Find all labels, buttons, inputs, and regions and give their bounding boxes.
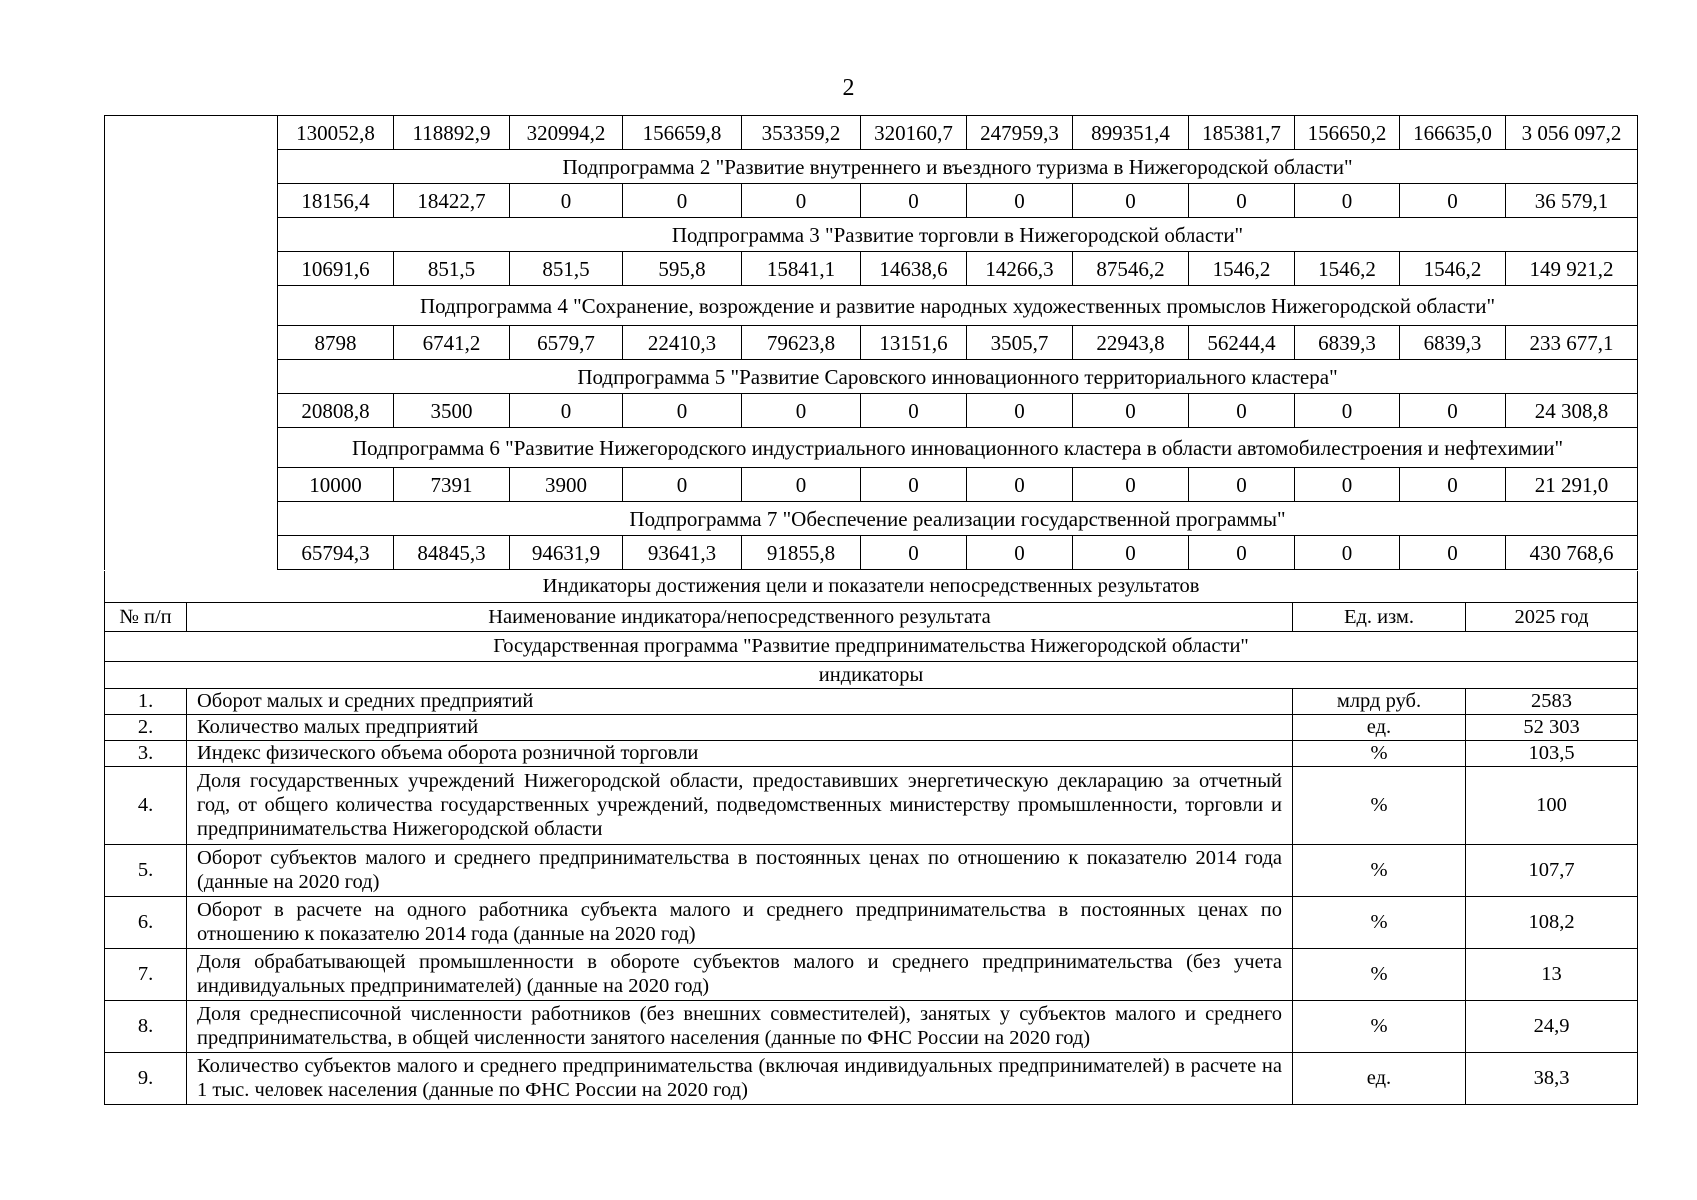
funding-value-cell: 247959,3 (967, 116, 1073, 150)
page-number: 2 (842, 75, 855, 101)
funding-value-cell: 94631,9 (510, 536, 623, 570)
funding-total-cell: 21 291,0 (1506, 468, 1638, 502)
funding-value-cell: 1546,2 (1400, 252, 1506, 286)
indicator-row (105, 1052, 1638, 1104)
subprogram-title: Подпрограмма 5 "Развитие Саровского инновационного территориального кластера" (278, 360, 1638, 394)
funding-total-cell: 36 579,1 (1506, 184, 1638, 218)
funding-value-cell: 91855,8 (742, 536, 861, 570)
indicator-row (105, 740, 1638, 766)
indicator-unit: % (1293, 844, 1466, 896)
funding-values-row (105, 394, 1638, 428)
indicator-name: Количество малых предприятий (187, 714, 1293, 740)
indicator-name: Доля обрабатывающей промышленности в обороте субъектов малого и среднего предпринимательства (без учета индивидуальных предпринимателей) (данные на 2020 год) (187, 948, 1293, 1000)
funding-total-cell: 149 921,2 (1506, 252, 1638, 286)
indicator-number: 9. (105, 1052, 187, 1104)
indicator-number: 4. (105, 766, 187, 844)
funding-value-cell: 13151,6 (861, 326, 967, 360)
indicator-row (105, 948, 1638, 1000)
funding-value-cell: 0 (1189, 536, 1295, 570)
subprogram-row (105, 150, 1638, 184)
funding-value-cell: 79623,8 (742, 326, 861, 360)
indicator-row (105, 844, 1638, 896)
funding-value-cell: 118892,9 (394, 116, 510, 150)
funding-value-cell: 14638,6 (861, 252, 967, 286)
funding-value-cell: 0 (1400, 536, 1506, 570)
funding-value-cell: 0 (967, 184, 1073, 218)
indicator-unit: % (1293, 948, 1466, 1000)
funding-values-row (105, 116, 1638, 150)
indicator-unit: % (1293, 1000, 1466, 1052)
funding-value-cell: 22410,3 (623, 326, 742, 360)
indicator-row (105, 766, 1638, 844)
indicator-value: 100 (1466, 766, 1638, 844)
funding-value-cell: 20808,8 (278, 394, 394, 428)
subprogram-row (105, 218, 1638, 252)
funding-value-cell: 0 (861, 536, 967, 570)
indicator-unit: % (1293, 740, 1466, 766)
funding-total-cell: 233 677,1 (1506, 326, 1638, 360)
indicator-value: 103,5 (1466, 740, 1638, 766)
funding-value-cell: 0 (742, 394, 861, 428)
financing-table (104, 115, 1638, 570)
funding-values-row (105, 252, 1638, 286)
funding-value-cell: 15841,1 (742, 252, 861, 286)
funding-value-cell: 7391 (394, 468, 510, 502)
program-title: Государственная программа "Развитие предпринимательства Нижегородской области" (105, 631, 1638, 661)
indicator-value: 38,3 (1466, 1052, 1638, 1104)
subprogram-row (105, 360, 1638, 394)
funding-value-cell: 166635,0 (1400, 116, 1506, 150)
indicator-value: 107,7 (1466, 844, 1638, 896)
funding-value-cell: 0 (1295, 468, 1400, 502)
funding-value-cell: 595,8 (623, 252, 742, 286)
funding-value-cell: 0 (1073, 536, 1189, 570)
funding-value-cell: 0 (1189, 468, 1295, 502)
funding-value-cell: 1546,2 (1295, 252, 1400, 286)
funding-value-cell: 0 (967, 536, 1073, 570)
funding-value-cell: 8798 (278, 326, 394, 360)
funding-value-cell: 22943,8 (1073, 326, 1189, 360)
header-name: Наименование индикатора/непосредственного результата (187, 602, 1293, 631)
funding-value-cell: 0 (1295, 394, 1400, 428)
subprogram-title: Подпрограмма 4 "Сохранение, возрождение и развитие народных художественных промыслов Нижегородской области" (278, 286, 1638, 326)
header-unit: Ед. изм. (1293, 602, 1466, 631)
funding-value-cell: 6839,3 (1295, 326, 1400, 360)
funding-value-cell: 899351,4 (1073, 116, 1189, 150)
indicator-number: 7. (105, 948, 187, 1000)
indicator-row (105, 688, 1638, 714)
funding-value-cell: 3900 (510, 468, 623, 502)
funding-value-cell: 185381,7 (1189, 116, 1295, 150)
funding-value-cell: 10000 (278, 468, 394, 502)
funding-total-cell: 3 056 097,2 (1506, 116, 1638, 150)
funding-value-cell: 56244,4 (1189, 326, 1295, 360)
indicator-value: 108,2 (1466, 896, 1638, 948)
funding-value-cell: 0 (623, 394, 742, 428)
indicator-value: 24,9 (1466, 1000, 1638, 1052)
funding-value-cell: 320160,7 (861, 116, 967, 150)
indicator-name: Доля государственных учреждений Нижегородской области, предоставивших энергетическую декларацию за отчетный год, от общего количества государственных учреждений, подведомственных министерству промышленности, торговли и предпринимательства Нижегородской области (187, 766, 1293, 844)
funding-value-cell: 0 (1400, 468, 1506, 502)
indicator-unit: % (1293, 896, 1466, 948)
funding-value-cell: 0 (861, 468, 967, 502)
funding-value-cell: 0 (861, 184, 967, 218)
subprogram-title: Подпрограмма 6 "Развитие Нижегородского индустриального инновационного кластера в области автомобилестроения и нефтехимии" (278, 428, 1638, 468)
subprogram-title: Подпрограмма 3 "Развитие торговли в Нижегородской области" (278, 218, 1638, 252)
funding-value-cell: 87546,2 (1073, 252, 1189, 286)
indicator-number: 3. (105, 740, 187, 766)
funding-value-cell: 0 (1400, 394, 1506, 428)
funding-value-cell: 0 (1073, 394, 1189, 428)
funding-value-cell: 0 (742, 184, 861, 218)
indicator-value: 13 (1466, 948, 1638, 1000)
funding-value-cell: 0 (1189, 394, 1295, 428)
funding-value-cell: 0 (510, 184, 623, 218)
indicator-number: 8. (105, 1000, 187, 1052)
funding-total-cell: 24 308,8 (1506, 394, 1638, 428)
funding-value-cell: 0 (623, 468, 742, 502)
subprogram-title: Подпрограмма 7 "Обеспечение реализации государственной программы" (278, 502, 1638, 536)
indicator-name: Оборот субъектов малого и среднего предпринимательства в постоянных ценах по отношению к показателю 2014 года (данные на 2020 год) (187, 844, 1293, 896)
funding-value-cell: 156650,2 (1295, 116, 1400, 150)
funding-value-cell: 0 (1189, 184, 1295, 218)
subprogram-row (105, 502, 1638, 536)
subprogram-row (105, 428, 1638, 468)
header-num: № п/п (105, 602, 187, 631)
funding-values-row (105, 184, 1638, 218)
funding-total-cell: 430 768,6 (1506, 536, 1638, 570)
indicator-name: Доля среднесписочной численности работников (без внешних совместителей), занятых у субъектов малого и среднего предпринимательства, в общей численности занятого населения (данные по ФНС России на 2020 год) (187, 1000, 1293, 1052)
funding-value-cell: 851,5 (394, 252, 510, 286)
indicator-unit: ед. (1293, 714, 1466, 740)
funding-value-cell: 0 (742, 468, 861, 502)
header-year: 2025 год (1466, 602, 1638, 631)
funding-value-cell: 0 (967, 394, 1073, 428)
funding-value-cell: 0 (1295, 184, 1400, 218)
funding-value-cell: 93641,3 (623, 536, 742, 570)
funding-value-cell: 3500 (394, 394, 510, 428)
indicator-number: 2. (105, 714, 187, 740)
funding-values-row (105, 536, 1638, 570)
funding-value-cell: 0 (510, 394, 623, 428)
indicator-row (105, 1000, 1638, 1052)
funding-value-cell: 0 (861, 394, 967, 428)
indicator-row (105, 896, 1638, 948)
indicator-value: 52 303 (1466, 714, 1638, 740)
funding-value-cell: 18422,7 (394, 184, 510, 218)
funding-value-cell: 130052,8 (278, 116, 394, 150)
funding-value-cell: 6579,7 (510, 326, 623, 360)
funding-value-cell: 6741,2 (394, 326, 510, 360)
group-label: индикаторы (105, 661, 1638, 688)
subprogram-title: Подпрограмма 2 "Развитие внутреннего и въездного туризма в Нижегородской области" (278, 150, 1638, 184)
funding-value-cell: 0 (623, 184, 742, 218)
indicator-unit: млрд руб. (1293, 688, 1466, 714)
indicators-section-title: Индикаторы достижения цели и показатели непосредственных результатов (105, 571, 1638, 602)
indicator-value: 2583 (1466, 688, 1638, 714)
funding-values-row (105, 468, 1638, 502)
funding-value-cell: 0 (1295, 536, 1400, 570)
funding-value-cell: 10691,6 (278, 252, 394, 286)
funding-value-cell: 6839,3 (1400, 326, 1506, 360)
indicator-unit: % (1293, 766, 1466, 844)
funding-value-cell: 0 (1400, 184, 1506, 218)
indicators-table (104, 571, 1638, 1105)
funding-values-row (105, 326, 1638, 360)
indicator-row (105, 714, 1638, 740)
indicator-name: Оборот малых и средних предприятий (187, 688, 1293, 714)
indicator-name: Оборот в расчете на одного работника субъекта малого и среднего предпринимательства в постоянных ценах по отношению к показателю 2014 года (данные на 2020 год) (187, 896, 1293, 948)
indicator-unit: ед. (1293, 1052, 1466, 1104)
funding-value-cell: 1546,2 (1189, 252, 1295, 286)
funding-value-cell: 0 (1073, 468, 1189, 502)
funding-value-cell: 0 (967, 468, 1073, 502)
indicator-number: 1. (105, 688, 187, 714)
indicator-number: 6. (105, 896, 187, 948)
indicator-number: 5. (105, 844, 187, 896)
funding-value-cell: 14266,3 (967, 252, 1073, 286)
funding-value-cell: 156659,8 (623, 116, 742, 150)
funding-value-cell: 851,5 (510, 252, 623, 286)
funding-value-cell: 65794,3 (278, 536, 394, 570)
indicator-name: Количество субъектов малого и среднего предпринимательства (включая индивидуальных предпринимателей) в расчете на 1 тыс. человек населения (данные по ФНС России на 2020 год) (187, 1052, 1293, 1104)
funding-value-cell: 3505,7 (967, 326, 1073, 360)
funding-value-cell: 0 (1073, 184, 1189, 218)
blank-merged-cell (105, 116, 278, 570)
funding-value-cell: 84845,3 (394, 536, 510, 570)
funding-value-cell: 353359,2 (742, 116, 861, 150)
subprogram-row (105, 286, 1638, 326)
funding-value-cell: 320994,2 (510, 116, 623, 150)
funding-value-cell: 18156,4 (278, 184, 394, 218)
indicator-name: Индекс физического объема оборота розничной торговли (187, 740, 1293, 766)
